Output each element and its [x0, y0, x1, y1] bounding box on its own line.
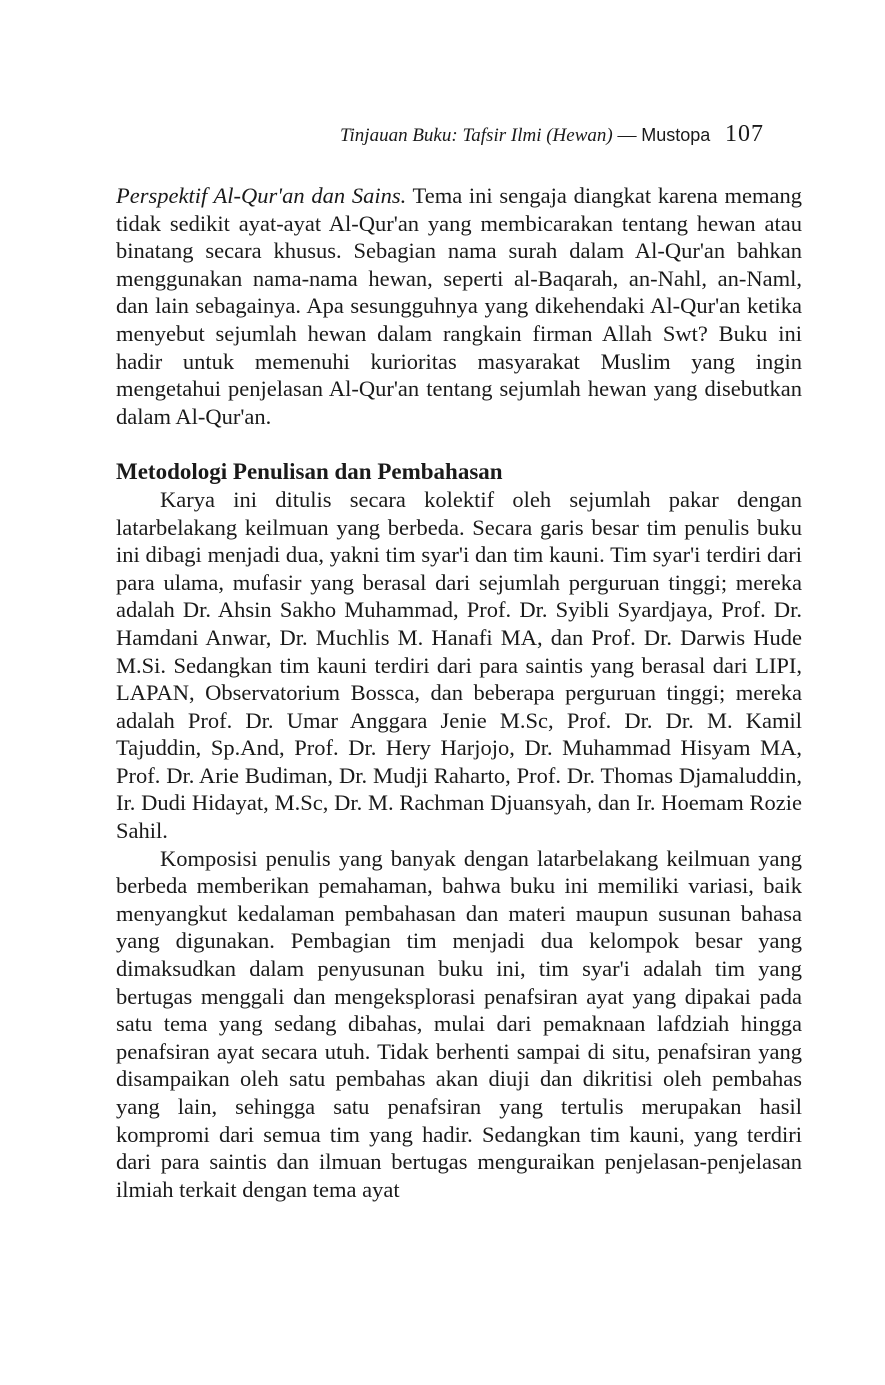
- intro-text: Tema ini sengaja diangkat karena memang tidak sedikit ayat-ayat Al-Qur'an yang membicarakan tentang hewan atau binatang secara khusus. Sebagian nama surah dalam Al-Qur'an bahkan menggunakan nama-nama hewan, seperti al-Baqarah, an-Nahl, an-Naml, dan lain sebagainya. Apa sesungguhnya yang dikehendaki Al-Qur'an ketika menyebut sejumlah hewan dalam rangkain firman Allah Swt? Buku ini hadir untuk memenuhi kurioritas masyarakat Muslim yang ingin mengetahui penjelasan Al-Qur'an tentang sejumlah hewan yang disebutkan dalam Al-Qur'an.: [116, 183, 802, 429]
- intro-paragraph: [116, 182, 802, 430]
- body-paragraph: Komposisi penulis yang banyak dengan latarbelakang keilmuan yang berbeda memberikan pemahaman, bahwa buku ini memiliki variasi, baik menyangkut kedalaman pembahasan dan materi maupun susunan bahasa yang digunakan. Pembagian tim menjadi dua kelompok besar yang dimaksudkan dalam penyusunan buku ini, tim syar'i adalah tim yang bertugas menggali dan mengeksplorasi penafsiran ayat yang dipakai pada satu tema yang sedang dibahas, mulai dari pemaknaan lafdziah hingga penafsiran ayat secara utuh. Tidak berhenti sampai di situ, penafsiran yang disampaikan oleh satu pembahas akan diuji dan dikritisi oleh pembahas yang lain, sehingga satu penafsiran yang tertulis merupakan hasil kompromi dari semua tim yang hadir. Sedangkan tim kauni, yang terdiri dari para saintis dan ilmuan bertugas menguraikan penjelasan-penjelasan ilmiah terkait dengan tema ayat: [116, 845, 802, 1202]
- page-body: [116, 182, 802, 1203]
- intro-italic-lead: Perspektif Al-Qur'an dan Sains.: [116, 183, 407, 208]
- body-paragraph: Karya ini ditulis secara kolektif oleh sejumlah pakar dengan latarbelakang keilmuan yang berbeda. Secara garis besar tim penulis buku ini dibagi menjadi dua, yakni tim syar'i dan tim kauni. Tim syar'i terdiri dari para ulama, mufasir yang berasal dari sejumlah perguruan tinggi; mereka adalah Dr. Ahsin Sakho Muhammad, Prof. Dr. Syibli Syardjaya, Prof. Dr. Hamdani Anwar, Dr. Muchlis M. Hanafi MA, dan Prof. Dr. Darwis Hude M.Si. Sedangkan tim kauni terdiri dari para saintis yang berasal dari LIPI, LAPAN, Observatorium Bossca, dan beberapa perguruan tinggi; mereka adalah Prof. Dr. Umar Anggara Jenie M.Sc, Prof. Dr. Dr. M. Kamil Tajuddin, Sp.And, Prof. Dr. Hery Harjojo, Dr. Muhammad Hisyam MA, Prof. Dr. Arie Budiman, Dr. Mudji Raharto, Prof. Dr. Thomas Djamaluddin, Ir. Dudi Hidayat, M.Sc, Dr. M. Rachman Djuansyah, dan Ir. Hoemam Rozie Sahil.: [116, 486, 802, 844]
- page-number: 107: [725, 121, 764, 147]
- section-heading: Metodologi Penulisan dan Pembahasan: [116, 459, 503, 485]
- running-title: Tinjauan Buku: Tafsir Ilmi (Hewan): [340, 125, 613, 146]
- header-author: Mustopa: [641, 125, 711, 145]
- header-separator: —: [617, 125, 637, 146]
- running-header: [340, 120, 805, 150]
